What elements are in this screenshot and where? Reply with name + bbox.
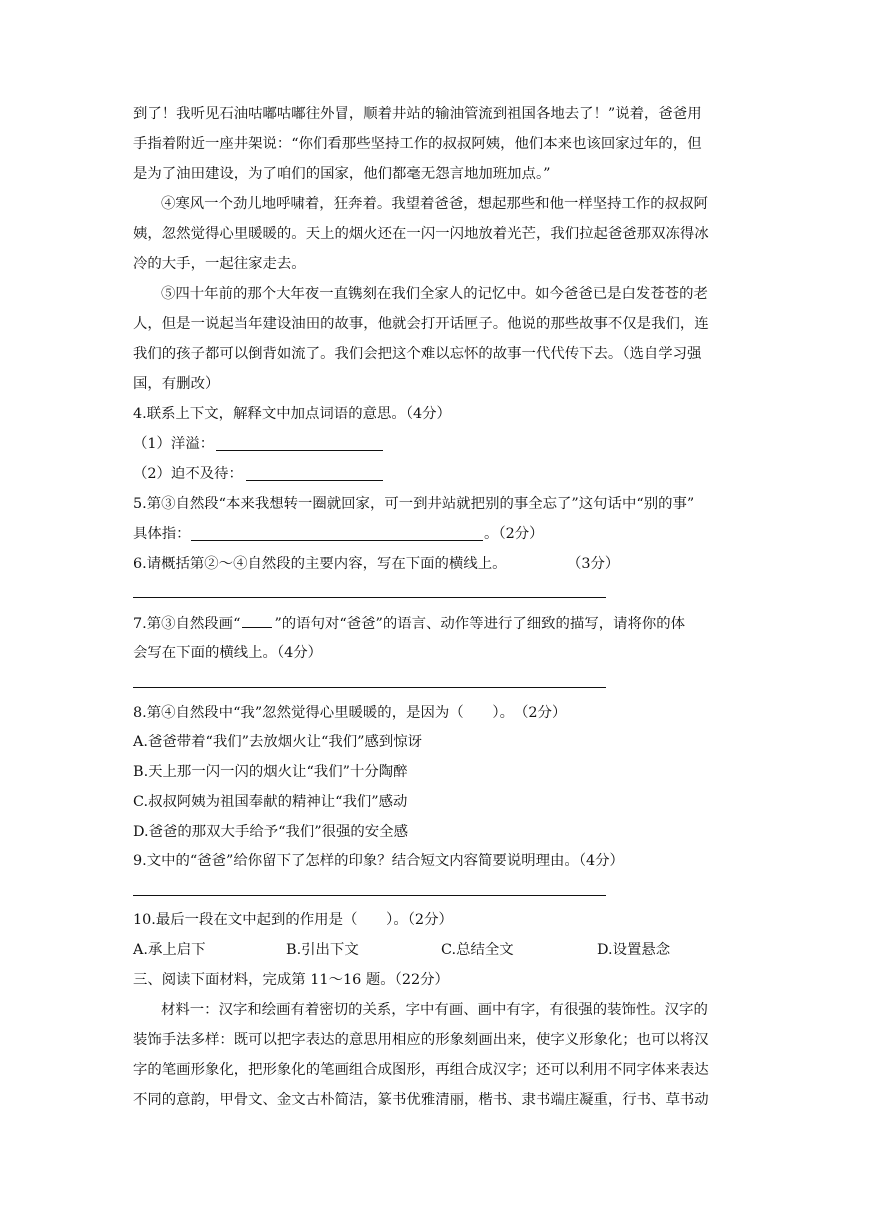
- question-7-prefix: 7.第③自然段画“: [133, 616, 241, 632]
- question-4-stem: 4.联系上下文，解释文中加点词语的意思。（4分）: [133, 406, 451, 422]
- material-1-line-1: 材料一：汉字和绘画有着密切的关系，字中有画、画中有字，有很强的装饰性。汉字的: [161, 1002, 708, 1018]
- paragraph-3-line-1: 到了！我听见石油咕嘟咕嘟往外冒，顺着井站的输油管流到祖国各地去了！”说着，爸爸用: [133, 106, 702, 122]
- question-10-option-b[interactable]: B.引出下文: [286, 942, 359, 958]
- question-8-option-b[interactable]: B.天上那一闪一闪的烟火让“我们”十分陶醉: [133, 764, 408, 780]
- question-5-score: 。（2分）: [484, 526, 544, 542]
- question-5-prefix: 具体指：: [133, 526, 191, 542]
- question-4-sub-2-label: （2）迫不及待：: [133, 466, 243, 482]
- question-9-answer-line[interactable]: [133, 895, 606, 896]
- question-8-option-d[interactable]: D.爸爸的那双大手给予“我们”很强的安全感: [133, 824, 408, 840]
- paragraph-3-line-3: 是为了油田建设，为了咱们的国家，他们都毫无怨言地加班加点。”: [133, 166, 551, 182]
- material-1-line-3: 字的笔画形象化，把形象化的笔画组合成图形，再组合成汉字；还可以利用不同字体来表达: [133, 1062, 709, 1078]
- question-10-option-d[interactable]: D.设置悬念: [597, 942, 671, 958]
- section-3-heading: 三、阅读下面材料，完成第 11～16 题。（22分）: [133, 972, 449, 988]
- question-10-option-a[interactable]: A.承上启下: [133, 942, 206, 958]
- paragraph-3-line-2: 手指着附近一座井架说：“你们看那些坚持工作的叔叔阿姨，他们本来也该回家过年的，但: [133, 136, 702, 152]
- paragraph-4-line-1: ④寒风一个劲儿地呼啸着，狂奔着。我望着爸爸，想起那些和他一样坚持工作的叔叔阿: [161, 196, 708, 212]
- question-7-underline-marker: [242, 613, 272, 628]
- question-10-option-c[interactable]: C.总结全文: [441, 942, 514, 958]
- question-8-option-a[interactable]: A.爸爸带着“我们”去放烟火让“我们”感到惊讶: [133, 734, 423, 750]
- paragraph-5-line-3: 我们的孩子都可以倒背如流了。我们会把这个难以忘怀的故事一代代传下去。（选自学习强: [133, 346, 702, 362]
- question-4-sub-1-label: （1）洋溢：: [133, 436, 215, 452]
- question-6-answer-line[interactable]: [133, 597, 606, 598]
- paragraph-4-line-2: 姨，忽然觉得心里暖暖的。天上的烟火还在一闪一闪地放着光芒，我们拉起爸爸那双冻得冰: [133, 226, 709, 242]
- question-9-stem: 9.文中的“爸爸”给你留下了怎样的印象？结合短文内容简要说明理由。（4分）: [133, 853, 624, 869]
- question-4-sub-1-answer-line[interactable]: [216, 450, 383, 451]
- question-6-score: （3分）: [567, 556, 620, 572]
- question-6-stem: 6.请概括第②～④自然段的主要内容，写在下面的横线上。: [133, 556, 507, 572]
- paragraph-4-line-3: 冷的大手，一起往家走去。: [133, 256, 306, 272]
- question-7-stem-line-2: 会写在下面的横线上。（4分）: [133, 645, 323, 661]
- material-1-line-2: 装饰手法多样：既可以把字表达的意思用相应的形象刻画出来，使字义形象化；也可以将汉: [133, 1032, 709, 1048]
- question-10-stem: 10.最后一段在文中起到的作用是（ ）。（2分）: [133, 912, 453, 928]
- question-8-option-c[interactable]: C.叔叔阿姨为祖国奉献的精神让“我们”感动: [133, 794, 408, 810]
- question-5-answer-line[interactable]: [191, 540, 483, 541]
- question-4-sub-2-answer-line[interactable]: [246, 480, 383, 481]
- question-8-stem: 8.第④自然段中“我”忽然觉得心里暖暖的，是因为（ ）。 （2分）: [133, 705, 567, 721]
- paragraph-5-line-4: 国，有删改）: [133, 376, 220, 392]
- material-1-line-4: 不同的意韵，甲骨文、金文古朴简洁，篆书优雅清丽，楷书、隶书端庄凝重，行书、草书动: [133, 1092, 709, 1108]
- paragraph-5-line-2: 人，但是一说起当年建设油田的故事，他就会打开话匣子。他说的那些故事不仅是我们，连: [133, 316, 709, 332]
- question-5-stem: 5.第③自然段“本来我想转一圈就回家，可一到井站就把别的事全忘了”这句话中“别的事”: [133, 496, 695, 512]
- question-7-stem-line-1: [133, 613, 743, 634]
- question-7-answer-line[interactable]: [133, 687, 606, 688]
- question-7-suffix: ”的语句对“爸爸”的语言、动作等进行了细致的描写，请将你的体: [274, 616, 686, 632]
- paragraph-5-line-1: ⑤四十年前的那个大年夜一直镌刻在我们全家人的记忆中。如今爸爸已是白发苍苍的老: [161, 286, 708, 302]
